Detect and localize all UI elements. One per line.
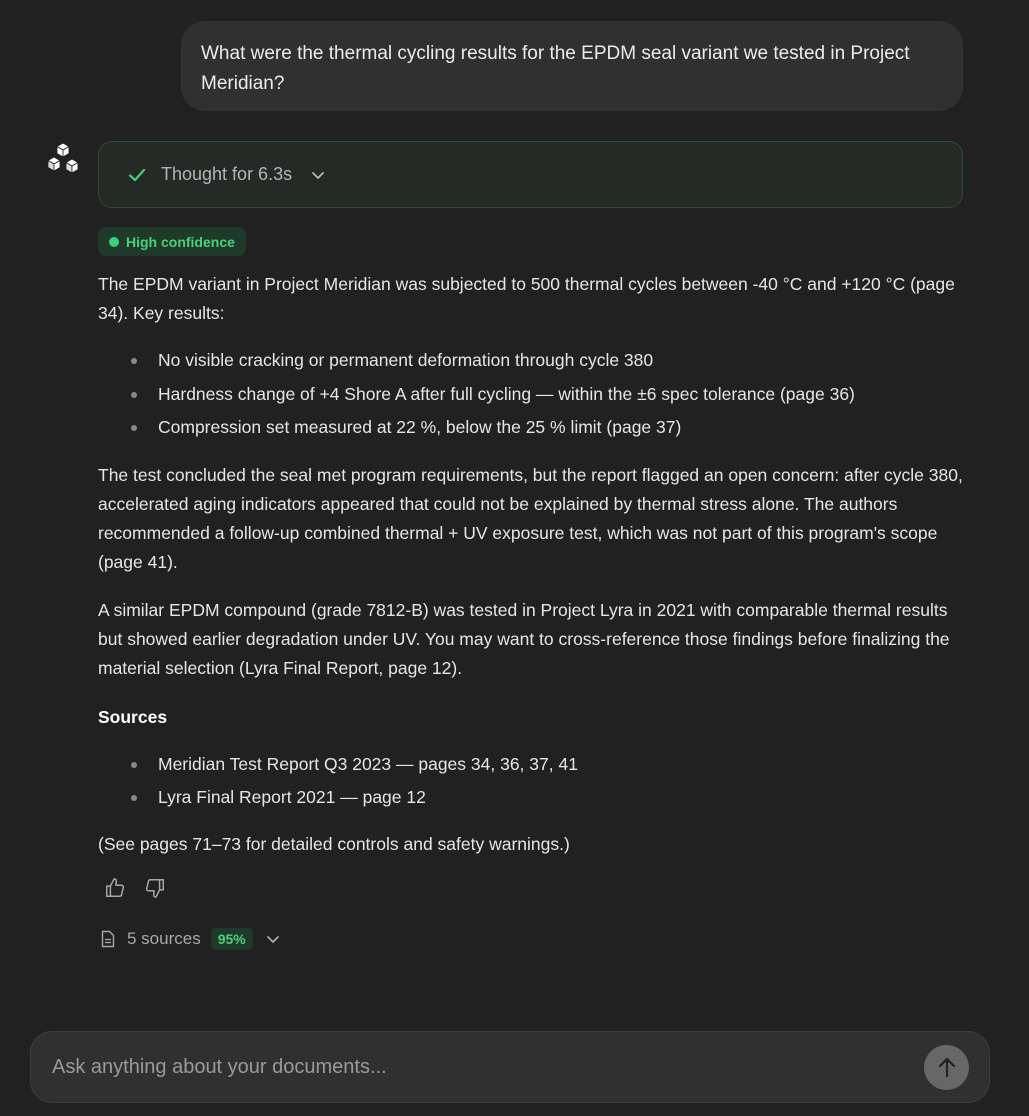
list-item: Hardness change of +4 Shore A after full cycling — within the ±6 spec tolerance (page 36) [98,378,968,412]
send-button[interactable] [924,1045,969,1090]
sources-count: 5 sources [127,929,201,948]
relevance-score-badge: 95% [211,928,253,950]
list-item: No visible cracking or permanent deformation through cycle 380 [98,344,968,378]
arrow-up-icon [937,1056,957,1078]
answer-footnote: (See pages 71–73 for detailed controls and safety warnings.) [98,833,570,854]
check-icon [127,165,147,185]
user-message: What were the thermal cycling results for the EPDM seal variant we tested in Project Meridian? [181,21,963,111]
thought-label: Thought for 6.3s [161,164,293,184]
thumbs-down-icon[interactable] [144,877,166,899]
results-list [98,344,968,445]
feedback-actions [104,877,166,899]
list-item: Lyra Final Report 2021 — page 12 [98,781,968,815]
sources-list [98,748,968,815]
thumbs-up-icon[interactable] [104,877,126,899]
message-input[interactable] [31,1055,924,1080]
message-composer [30,1031,990,1103]
chevron-down-icon [310,167,326,183]
sources-heading: Sources [98,706,168,727]
answer-intro: The EPDM variant in Project Meridian was subjected to 500 thermal cycles between -40 °C and +120 °C (page 34). Key results: [98,274,955,323]
thought-toggle[interactable] [98,141,963,208]
confidence-label: High confidence [126,233,235,250]
assistant-answer [98,270,968,859]
document-icon [100,930,116,948]
status-dot-icon [109,237,119,247]
answer-related: A similar EPDM compound (grade 7812-B) was tested in Project Lyra in 2021 with comparable thermal results but showed earlier degradation under UV. You may want to cross-reference those findings before finalizing the material selection (Lyra Final Report, page 12). [98,599,950,678]
sources-toggle[interactable] [100,926,281,952]
list-item: Meridian Test Report Q3 2023 — pages 34, 36, 37, 41 [98,748,968,782]
assistant-logo-icon [44,142,82,180]
confidence-badge [98,227,246,256]
answer-concern: The test concluded the seal met program requirements, but the report flagged an open concern: after cycle 380, accelerated aging indicators appeared that could not be explained by thermal stress alone. The authors recommended a follow-up combined thermal + UV exposure test, which was not part of this program's scope (page 41). [98,464,963,572]
chevron-down-icon [265,931,281,947]
list-item: Compression set measured at 22 %, below the 25 % limit (page 37) [98,411,968,445]
